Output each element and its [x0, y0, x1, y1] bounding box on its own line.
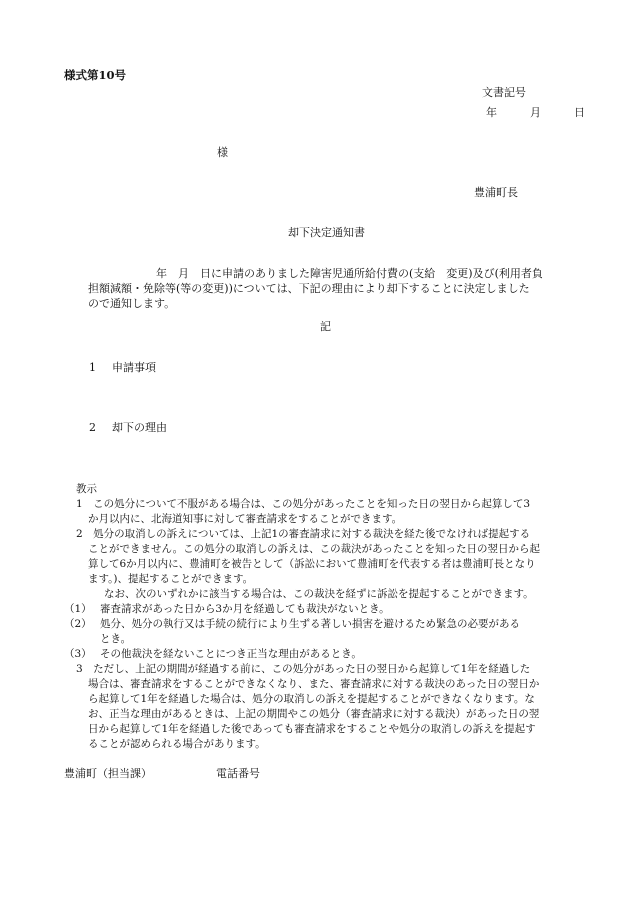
body-paragraph	[88, 266, 584, 311]
item-label: 却下の理由	[112, 421, 167, 434]
footer-tel: 電話番号	[216, 767, 260, 780]
notice-p3-line: お、正当な理由があるときは、上記の期間やこの処分（審査請求に対する裁決）があった日の翌	[88, 708, 540, 720]
date-line	[486, 106, 585, 120]
condition-item	[64, 647, 594, 662]
notice-heading: 教示	[76, 483, 97, 495]
body-line: 担額減額・免除等(等の変更))については、下記の理由により却下することに決定しました	[88, 282, 530, 295]
notice-p3-line: ら起算して1年を経過した場合は、処分の取消しの訴えを提起することができなくなります。な	[88, 693, 535, 705]
form-number: 様式第10号	[64, 68, 127, 82]
item-number: 1	[89, 361, 96, 374]
item-number: 2	[89, 421, 96, 434]
notice-section	[64, 482, 594, 752]
notice-p2-note: なお、次のいずれかに該当する場合は、この裁決を経ずに訴訟を提起することができます。	[104, 588, 534, 600]
ki-heading: 記	[320, 320, 331, 333]
item-application	[89, 361, 156, 375]
notice-p2-line: ことができません。この処分の取消しの訴えは、この裁決があったことを知った日の翌日から起	[88, 543, 541, 555]
notice-p3-line: ることが認められる場合があります。	[88, 738, 266, 750]
doc-number-label: 文書記号	[482, 86, 526, 99]
notice-p2-line: ます。)、提起することができます。	[88, 573, 254, 585]
condition-item	[64, 617, 594, 632]
condition-text: 審査請求があった日から3か月を経過しても裁決がないとき。	[100, 603, 390, 615]
notice-p1-line: か月以内に、北海道知事に対して審査請求をすることができます。	[88, 513, 403, 525]
condition-number: （1）	[64, 603, 92, 615]
sender: 豊浦町長	[474, 186, 518, 199]
footer	[64, 767, 260, 781]
notice-p3-line: 3 ただし、上記の期間が経過する前に、この処分があった日の翌日から起算して1年を経過した	[76, 663, 531, 675]
document-title: 却下決定通知書	[288, 226, 365, 239]
notice-p3-line: 日から起算して1年を経過した後であっても審査請求をすることや処分の取消しの訴えを提起す	[88, 723, 536, 735]
footer-dept: 豊浦町（担当課）	[64, 767, 152, 780]
condition-item	[64, 602, 594, 617]
date-month: 月	[530, 106, 541, 119]
condition-text: とき。	[100, 633, 132, 645]
condition-text: 処分、処分の執行又は手続の続行により生ずる著しい損害を避けるため緊急の必要がある	[100, 618, 520, 630]
condition-number: （3）	[64, 648, 92, 660]
item-reason	[89, 421, 167, 435]
notice-p3-line: 場合は、審査請求をすることができなくなり、また、審査請求に対する裁決のあった日の翌日か	[88, 678, 540, 690]
notice-p1-line: 1 この処分について不服がある場合は、この処分があったことを知った日の翌日から起算して3	[76, 498, 531, 510]
date-year: 年	[486, 106, 497, 119]
addressee: 様	[217, 146, 228, 159]
body-line: ので通知します。	[88, 297, 176, 310]
notice-p2-line: 算して6か月以内に、豊浦町を被告として（訴訟において豊浦町を代表する者は豊浦町長となり	[88, 558, 536, 570]
body-line: 年 月 日に申請のありました障害児通所給付費の(支給 変更)及び(利用者負	[156, 267, 543, 280]
notice-p2-line: 2 処分の取消しの訴えについては、上記1の審査請求に対する裁決を経た後でなければ提起する	[76, 528, 531, 540]
date-day: 日	[574, 106, 585, 119]
condition-number: （2）	[64, 618, 92, 630]
condition-text: その他裁決を経ないことにつき正当な理由があるとき。	[100, 648, 362, 660]
item-label: 申請事項	[112, 361, 156, 374]
